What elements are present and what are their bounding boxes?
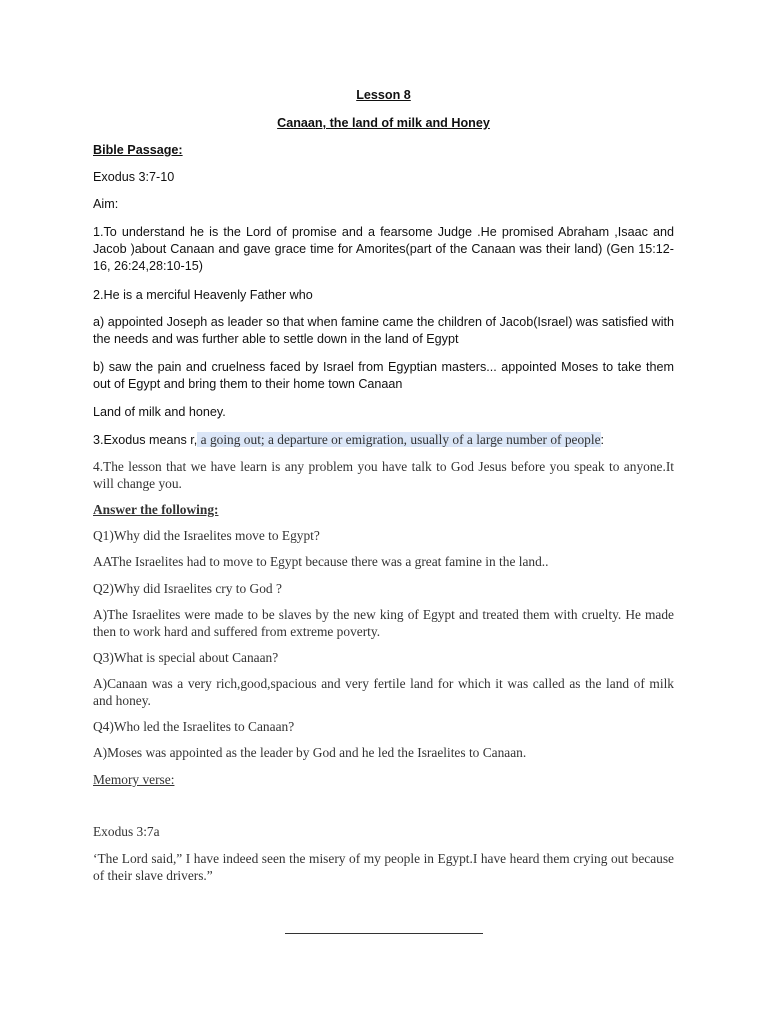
passage-reference: Exodus 3:7-10 [93,170,175,184]
lesson-title: Lesson 8 [356,88,411,102]
memory-verse-text: ‘The Lord said,” I have indeed seen the misery of my people in Egypt.I have heard them crying out because of their slave drivers.” [93,851,674,883]
aim-point-1: 1.To understand he is the Lord of promise and a fearsome Judge .He promised Abraham ,Isaac and Jacob )about Canaan and gave grace time for Amorites(part of the Canaan was their land) (Gen 15:12-16, 26:24,28:10-15) [93,225,674,273]
answer-3: A)Canaan was a very rich,good,spacious and very fertile land for which it was called as the land of milk and honey. [93,676,674,708]
memory-verse-label: Memory verse: [93,772,175,787]
exodus-suffix: : [600,433,605,447]
question-4: Q4)Who led the Israelites to Canaan? [93,719,295,734]
question-2: Q2)Why did Israelites cry to God ? [93,581,282,596]
bible-passage-label: Bible Passage: [93,143,183,157]
exodus-definition-highlight: a going out; a departure or emigration, usually of a large number of people [197,432,601,447]
exodus-meaning [93,432,674,449]
lesson-subtitle: Canaan, the land of milk and Honey [277,116,490,130]
exodus-prefix: 3.Exodus means r, [93,433,198,447]
answer-4: A)Moses was appointed as the leader by God and he led the Israelites to Canaan. [93,745,527,760]
aim-point-2: 2.He is a merciful Heavenly Father who [93,288,313,302]
question-3: Q3)What is special about Canaan? [93,650,279,665]
answer-heading: Answer the following: [93,502,219,517]
point-b: b) saw the pain and cruelness faced by Israel from Egyptian masters... appointed Moses to take them out of Egypt and bring them to their home town Canaan [93,360,674,391]
question-1: Q1)Why did the Israelites move to Egypt? [93,528,320,543]
point-a: a) appointed Joseph as leader so that when famine came the children of Jacob(Israel) was satisfied with the needs and was further able to settle down in the land of Egypt [93,315,674,346]
answer-1: AAThe Israelites had to move to Egypt because there was a great famine in the land.. [93,554,549,569]
memory-verse-reference: Exodus 3:7a [93,824,160,839]
aim-label: Aim: [93,197,119,211]
answer-2: A)The Israelites were made to be slaves by the new king of Egypt and treated them with cruelty. He made then to work hard and suffered from extreme poverty. [93,607,674,639]
lesson-learned: 4.The lesson that we have learn is any problem you have talk to God Jesus before you speak to anyone.It will change you. [93,459,674,491]
footer-divider [285,933,483,934]
land-of-milk-line: Land of milk and honey. [93,405,226,419]
